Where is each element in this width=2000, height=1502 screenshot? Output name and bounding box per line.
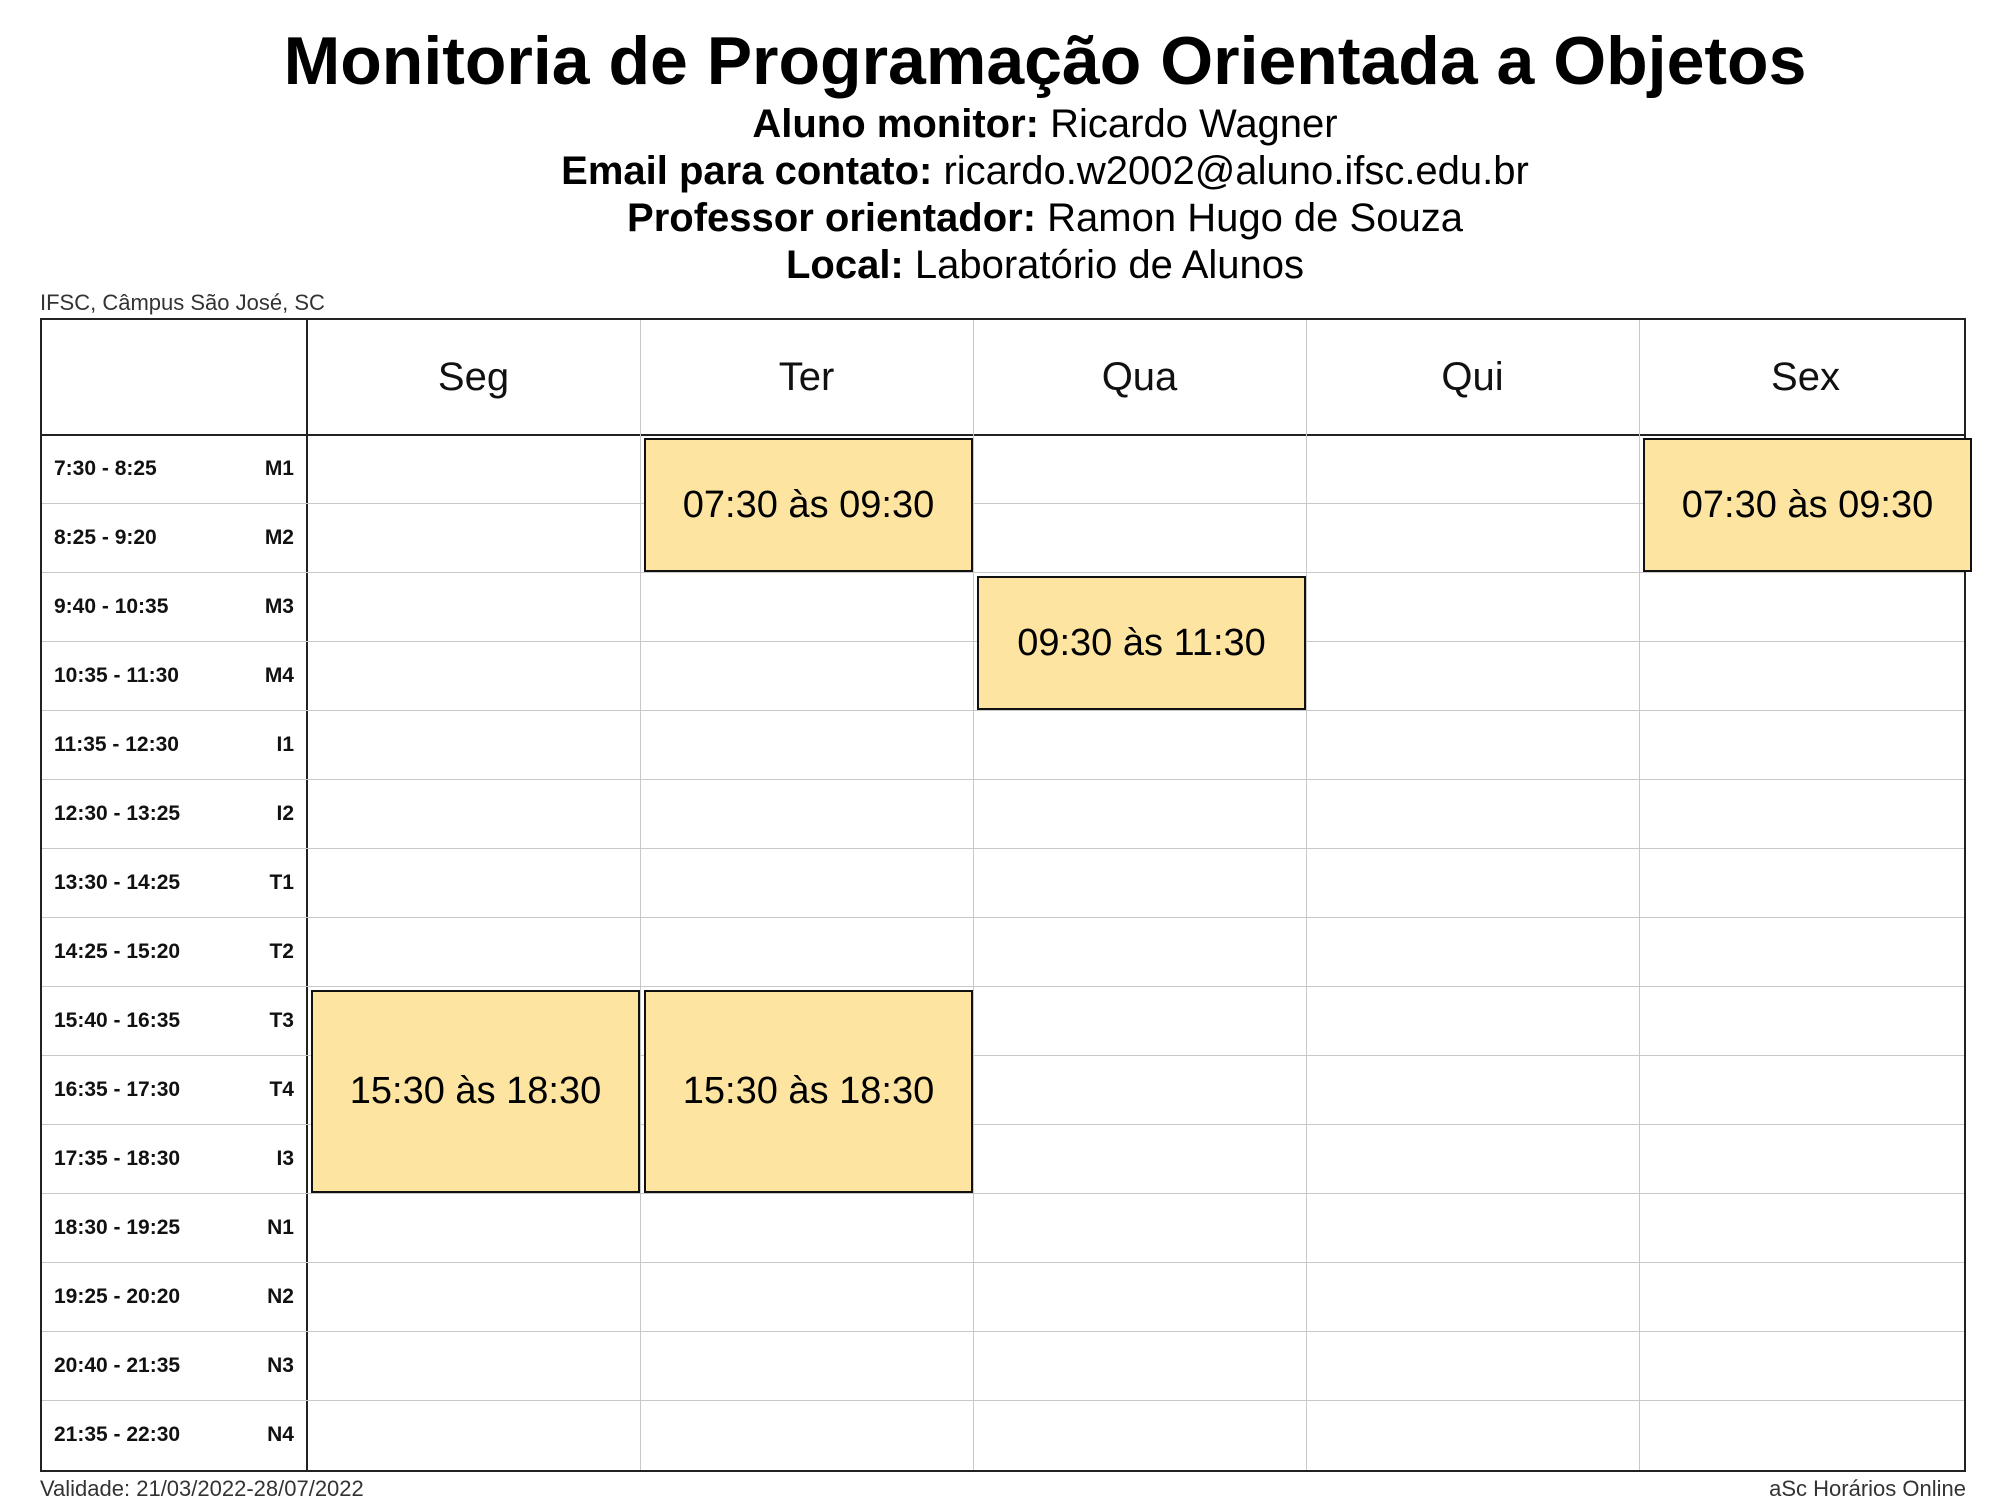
period-code: M4	[264, 663, 294, 687]
row-divider	[42, 710, 1964, 711]
row-divider	[42, 779, 1964, 780]
period-code: N1	[267, 1215, 294, 1239]
location-name: Laboratório de Alunos	[903, 243, 1305, 287]
column-divider	[1639, 320, 1640, 1470]
row-divider	[42, 572, 1964, 573]
period-code: T3	[269, 1008, 294, 1032]
email-label: Email para contato:	[561, 149, 933, 193]
credit-text: aSc Horários Online	[1769, 1476, 1966, 1501]
period-code: N4	[267, 1422, 294, 1446]
day-header-qui: Qui	[1441, 354, 1504, 399]
location-line	[270, 242, 1820, 288]
day-header-sex: Sex	[1771, 354, 1840, 399]
header-divider	[42, 434, 1964, 436]
timetable-grid	[40, 318, 1966, 1472]
period-time: 16:35 - 17:30	[54, 1077, 181, 1101]
period-code: M1	[264, 456, 294, 480]
period-time: 9:40 - 10:35	[54, 594, 169, 618]
period-time: 21:35 - 22:30	[54, 1422, 181, 1446]
row-divider	[42, 848, 1964, 849]
row-divider	[42, 1331, 1964, 1332]
period-time: 19:25 - 20:20	[54, 1284, 181, 1308]
page-title: Monitoria de Programação Orientada a Objetos	[283, 23, 1807, 99]
period-time: 14:25 - 15:20	[54, 939, 181, 963]
period-time: 20:40 - 21:35	[54, 1353, 181, 1377]
period-code: N3	[267, 1353, 294, 1377]
column-divider	[1306, 320, 1307, 1470]
period-time: 15:40 - 16:35	[54, 1008, 181, 1032]
validity-text: Validade: 21/03/2022-28/07/2022	[40, 1476, 364, 1501]
schedule-slot-ter[interactable]: 07:30 às 09:30	[644, 438, 973, 572]
row-divider	[42, 1262, 1964, 1263]
monitor-label: Aluno monitor:	[752, 102, 1039, 146]
period-code: M3	[264, 594, 294, 618]
row-divider	[42, 1193, 1964, 1194]
period-code: T1	[269, 870, 294, 894]
monitor-line	[270, 101, 1820, 147]
period-code: I1	[276, 732, 294, 756]
email-line	[270, 148, 1820, 194]
professor-line	[270, 195, 1820, 241]
period-time: 10:35 - 11:30	[54, 663, 179, 687]
schedule-slot-ter[interactable]: 15:30 às 18:30	[644, 990, 973, 1193]
professor-name: Ramon Hugo de Souza	[1036, 196, 1463, 240]
period-time: 8:25 - 9:20	[54, 525, 157, 549]
row-divider	[42, 917, 1964, 918]
column-divider	[640, 320, 641, 1470]
email-address: ricardo.w2002@aluno.ifsc.edu.br	[932, 149, 1529, 193]
period-time: 13:30 - 14:25	[54, 870, 181, 894]
row-divider	[42, 1400, 1964, 1401]
professor-label: Professor orientador:	[627, 196, 1037, 240]
period-code: N2	[267, 1284, 294, 1308]
period-time: 17:35 - 18:30	[54, 1146, 181, 1170]
period-time: 12:30 - 13:25	[54, 801, 181, 825]
day-header-ter: Ter	[778, 354, 835, 399]
period-time: 11:35 - 12:30	[54, 732, 179, 756]
time-column-divider	[306, 320, 308, 1470]
period-time: 18:30 - 19:25	[54, 1215, 181, 1239]
day-header-seg: Seg	[437, 354, 510, 399]
location-label: Local:	[785, 243, 904, 287]
period-code: I2	[276, 801, 294, 825]
period-code: T4	[269, 1077, 294, 1101]
monitor-name: Ricardo Wagner	[1038, 102, 1338, 146]
institution-label: IFSC, Câmpus São José, SC	[40, 290, 325, 315]
day-header-qua: Qua	[1101, 354, 1178, 399]
period-code: M2	[264, 525, 294, 549]
period-code: T2	[269, 939, 294, 963]
period-time: 7:30 - 8:25	[54, 456, 157, 480]
period-code: I3	[276, 1146, 294, 1170]
column-divider	[973, 320, 974, 1470]
row-divider	[42, 986, 1964, 987]
schedule-slot-qua[interactable]: 09:30 às 11:30	[977, 576, 1306, 710]
schedule-slot-sex[interactable]: 07:30 às 09:30	[1643, 438, 1972, 572]
schedule-slot-seg[interactable]: 15:30 às 18:30	[311, 990, 640, 1193]
